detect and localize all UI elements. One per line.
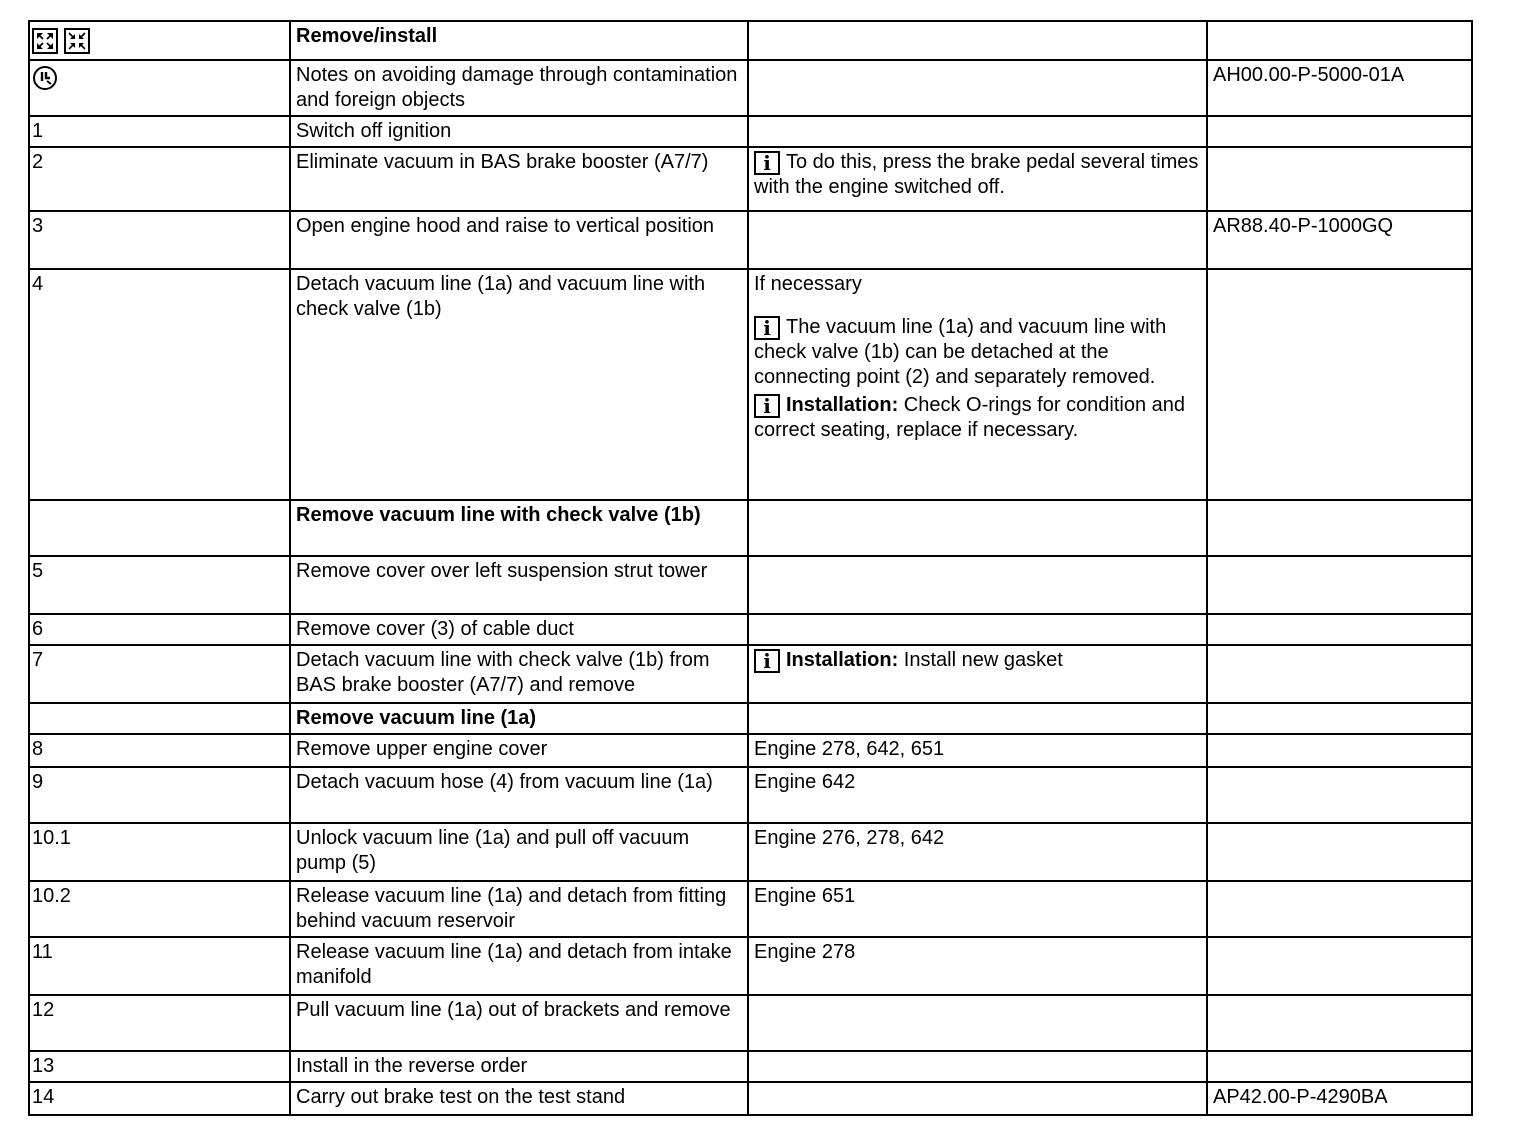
step-number: 7 (29, 645, 290, 703)
step-note (748, 645, 1207, 703)
expand-icon[interactable] (32, 28, 58, 54)
step-text: Carry out brake test on the test stand (290, 1082, 748, 1115)
step-text: Detach vacuum hose (4) from vacuum line (1a) (290, 767, 748, 823)
step-note (748, 269, 1207, 500)
step-number: 8 (29, 734, 290, 767)
step-number: 4 (29, 269, 290, 500)
info-text: The vacuum line (1a) and vacuum line with check valve (1b) can be detached at the connecting point (2) and separately removed. (754, 315, 1167, 388)
step-text: Notes on avoiding damage through contamination and foreign objects (290, 60, 748, 116)
step-text: Release vacuum line (1a) and detach from fitting behind vacuum reservoir (290, 881, 748, 937)
step-ref (1207, 614, 1472, 645)
table-row (29, 937, 1472, 995)
info-icon: i (754, 151, 780, 175)
step-ref (1207, 500, 1472, 556)
step-note (748, 147, 1207, 211)
installation-note (754, 393, 1203, 443)
table-row (29, 60, 1472, 116)
step-text: Remove upper engine cover (290, 734, 748, 767)
step-number: 13 (29, 1051, 290, 1082)
header-empty-note (748, 21, 1207, 60)
info-icon: i (754, 394, 780, 418)
step-ref[interactable]: AP42.00-P-4290BA (1207, 1082, 1472, 1115)
step-ref (1207, 1051, 1472, 1082)
table-row (29, 767, 1472, 823)
step-ref (1207, 116, 1472, 147)
section-heading: Remove vacuum line (1a) (290, 703, 748, 734)
table-row (29, 1051, 1472, 1082)
step-text: Install in the reverse order (290, 1051, 748, 1082)
step-note (748, 995, 1207, 1051)
installation-text: Install new gasket (903, 649, 1063, 671)
section-heading: Remove vacuum line with check valve (1b) (290, 500, 748, 556)
table-row (29, 614, 1472, 645)
info-icon: i (754, 316, 780, 340)
step-ref (1207, 645, 1472, 703)
step-text: Remove cover (3) of cable duct (290, 614, 748, 645)
step-number: 14 (29, 1082, 290, 1115)
step-note: Engine 276, 278, 642 (748, 823, 1207, 881)
installation-text: Check O-rings for condition and correct seating, replace if necessary. (754, 394, 1186, 442)
section-heading-row (29, 703, 1472, 734)
section-heading-row (29, 500, 1472, 556)
step-text: Remove cover over left suspension strut tower (290, 556, 748, 614)
step-number: 12 (29, 995, 290, 1051)
step-note (748, 703, 1207, 734)
table-row (29, 995, 1472, 1051)
header-empty-ref (1207, 21, 1472, 60)
step-number: 5 (29, 556, 290, 614)
step-number (29, 500, 290, 556)
installation-label: Installation: (786, 394, 899, 417)
header-icons-cell (29, 21, 290, 60)
table-row (29, 645, 1472, 703)
step-ref (1207, 269, 1472, 500)
step-number (29, 703, 290, 734)
step-note (748, 500, 1207, 556)
step-number: 1 (29, 116, 290, 147)
step-number: 2 (29, 147, 290, 211)
info-note (754, 315, 1203, 390)
step-ref (1207, 703, 1472, 734)
header-row (29, 21, 1472, 60)
step-ref[interactable]: AH00.00-P-5000-01A (1207, 60, 1472, 116)
step-text: Pull vacuum line (1a) out of brackets and remove (290, 995, 748, 1051)
step-note: Engine 642 (748, 767, 1207, 823)
step-ref (1207, 995, 1472, 1051)
step-number: 11 (29, 937, 290, 995)
caution-icon (32, 65, 58, 91)
step-note: Engine 651 (748, 881, 1207, 937)
collapse-icon[interactable] (64, 28, 90, 54)
table-row (29, 734, 1472, 767)
step-ref (1207, 937, 1472, 995)
step-ref (1207, 734, 1472, 767)
step-ref[interactable]: AR88.40-P-1000GQ (1207, 211, 1472, 269)
step-note (748, 614, 1207, 645)
info-icon: i (754, 649, 780, 673)
table-row (29, 556, 1472, 614)
step-ref (1207, 881, 1472, 937)
step-note (748, 211, 1207, 269)
table-row (29, 147, 1472, 211)
step-note (748, 1082, 1207, 1115)
table-row (29, 269, 1472, 500)
condition-text: If necessary (754, 273, 862, 295)
table-row (29, 823, 1472, 881)
step-ref (1207, 556, 1472, 614)
step-note: Engine 278 (748, 937, 1207, 995)
step-note (748, 556, 1207, 614)
step-number: 6 (29, 614, 290, 645)
step-number: 3 (29, 211, 290, 269)
table-row (29, 116, 1472, 147)
step-note (748, 1051, 1207, 1082)
step-number: 10.1 (29, 823, 290, 881)
table-row (29, 211, 1472, 269)
step-text: Unlock vacuum line (1a) and pull off vacuum pump (5) (290, 823, 748, 881)
page-title: Remove/install (290, 21, 748, 60)
step-ref (1207, 823, 1472, 881)
step-text: Release vacuum line (1a) and detach from intake manifold (290, 937, 748, 995)
procedure-table (28, 20, 1473, 1116)
step-note (748, 60, 1207, 116)
step-text: Switch off ignition (290, 116, 748, 147)
step-text: Eliminate vacuum in BAS brake booster (A7/7) (290, 147, 748, 211)
step-ref (1207, 147, 1472, 211)
info-text: To do this, press the brake pedal several times with the engine switched off. (754, 151, 1199, 198)
installation-label: Installation: (786, 649, 899, 671)
step-number: 9 (29, 767, 290, 823)
step-note (748, 116, 1207, 147)
step-ref (1207, 767, 1472, 823)
step-cell (29, 60, 290, 116)
step-text: Detach vacuum line (1a) and vacuum line with check valve (1b) (290, 269, 748, 500)
step-number: 10.2 (29, 881, 290, 937)
step-text: Detach vacuum line with check valve (1b) from BAS brake booster (A7/7) and remove (290, 645, 748, 703)
step-text: Open engine hood and raise to vertical position (290, 211, 748, 269)
table-row (29, 881, 1472, 937)
step-note: Engine 278, 642, 651 (748, 734, 1207, 767)
table-row (29, 1082, 1472, 1115)
